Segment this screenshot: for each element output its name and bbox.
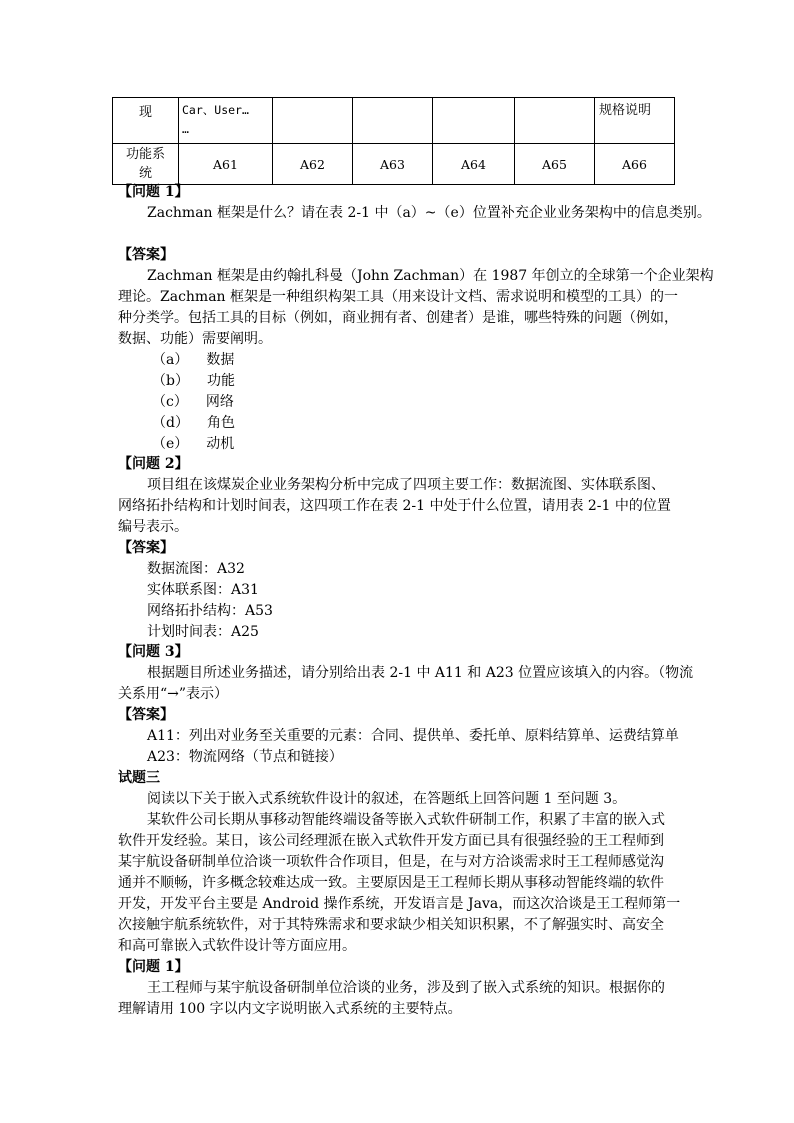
zachman-table-fragment: [112, 97, 675, 185]
body-paragraph-line: 和高可靠嵌入式软件设计等方面应用。: [118, 938, 356, 954]
question-text: 编号表示。: [118, 519, 188, 535]
table-row: [113, 98, 675, 144]
exam-section-title: 试题三: [118, 770, 160, 786]
question-text: 根据题目所述业务描述，请分别给出表 2-1 中 A11 和 A23 位置应该填入的内容。（物流: [147, 665, 694, 681]
answer-option: （e） 动机: [152, 436, 235, 452]
table-cell: A62: [273, 144, 353, 185]
question-text: 理解请用 100 字以内文字说明嵌入式系统的主要特点。: [118, 1001, 462, 1017]
question-text: 网络拓扑结构和计划时间表，这四项工作在表 2-1 中处于什么位置，请用表 2-1 中的位置: [118, 498, 671, 514]
answer-heading: 【答案】: [118, 247, 174, 263]
table-row-label: 现: [113, 98, 179, 144]
table-cell: [515, 98, 595, 144]
table-cell: [179, 98, 273, 144]
body-paragraph-line: 通并不顺畅，许多概念较难达成一致。主要原因是王工程师长期从事移动智能终端的软件: [118, 875, 664, 891]
body-paragraph-line: 软件开发经验。某日，该公司经理派在嵌入式软件开发方面已具有很强经验的王工程师到: [118, 833, 664, 849]
answer-line: 实体联系图：A31: [147, 582, 259, 598]
table-row: [113, 144, 675, 185]
answer-heading: 【答案】: [118, 707, 174, 723]
question-text: 关系用“→”表示）: [118, 686, 229, 702]
section-heading: 【问题 1】: [118, 184, 189, 200]
table-cell: 规格说明: [595, 98, 675, 144]
table-cell: [433, 98, 515, 144]
body-paragraph-line: 某宇航设备研制单位洽谈一项软件合作项目，但是，在与对方洽谈需求时王工程师感觉沟: [118, 854, 664, 870]
section-heading: 【问题 1】: [118, 959, 189, 975]
answer-paragraph-line: 种分类学。包括工具的目标（例如，商业拥有者、创建者）是谁，哪些特殊的问题（例如，: [118, 310, 678, 326]
answer-option: （c） 网络: [152, 394, 234, 410]
question-text: 王工程师与某宇航设备研制单位洽谈的业务，涉及到了嵌入式系统的知识。根据你的: [147, 980, 665, 996]
table-cell: A63: [353, 144, 433, 185]
table-cell: A66: [595, 144, 675, 185]
section-heading: 【问题 3】: [118, 644, 189, 660]
answer-line: 数据流图：A32: [147, 561, 245, 577]
table-cell-text: Car、User… …: [182, 103, 249, 136]
body-paragraph-line: 某软件公司长期从事移动智能终端设备等嵌入式软件研制工作，积累了丰富的嵌入式: [147, 812, 665, 828]
table-cell: [273, 98, 353, 144]
answer-line: A11：列出对业务至关重要的元素：合同、提供单、委托单、原料结算单、运费结算单: [147, 728, 679, 744]
section-heading: 【问题 2】: [118, 456, 189, 472]
answer-line: A23：物流网络（节点和链接）: [147, 749, 343, 765]
table-cell: A64: [433, 144, 515, 185]
answer-paragraph-line: 理论。Zachman 框架是一种组织构架工具（用来设计文档、需求说明和模型的工具）的一: [118, 289, 679, 305]
table-cell: [353, 98, 433, 144]
section-intro: 阅读以下关于嵌入式系统软件设计的叙述，在答题纸上回答问题 1 至问题 3。: [147, 791, 627, 807]
body-paragraph-line: 开发，开发平台主要是 Android 操作系统，开发语言是 Java，而这次洽谈是王工程师第一: [118, 896, 681, 912]
answer-paragraph-line: 数据、功能）需要阐明。: [118, 331, 272, 347]
table-row-label: 功能系 统: [113, 144, 179, 185]
table-cell: A65: [515, 144, 595, 185]
body-paragraph-line: 次接触宇航系统软件，对于其特殊需求和要求缺少相关知识积累，不了解强实时、高安全: [118, 917, 664, 933]
answer-line: 计划时间表：A25: [147, 624, 259, 640]
table-cell: A61: [179, 144, 273, 185]
question-text: 项目组在该煤炭企业业务架构分析中完成了四项主要工作：数据流图、实体联系图、: [147, 477, 665, 493]
answer-option: （d） 角色: [152, 415, 235, 431]
answer-line: 网络拓扑结构：A53: [147, 603, 273, 619]
question-text: Zachman 框架是什么？请在表 2-1 中（a）~（e）位置补充企业业务架构中的信息类别。: [147, 205, 711, 221]
answer-option: （a） 数据: [152, 352, 235, 368]
answer-paragraph-line: Zachman 框架是由约翰扎科曼（John Zachman）在 1987 年创立的全球第一个企业架构: [147, 268, 714, 284]
answer-heading: 【答案】: [118, 540, 174, 556]
answer-option: （b） 功能: [152, 373, 235, 389]
